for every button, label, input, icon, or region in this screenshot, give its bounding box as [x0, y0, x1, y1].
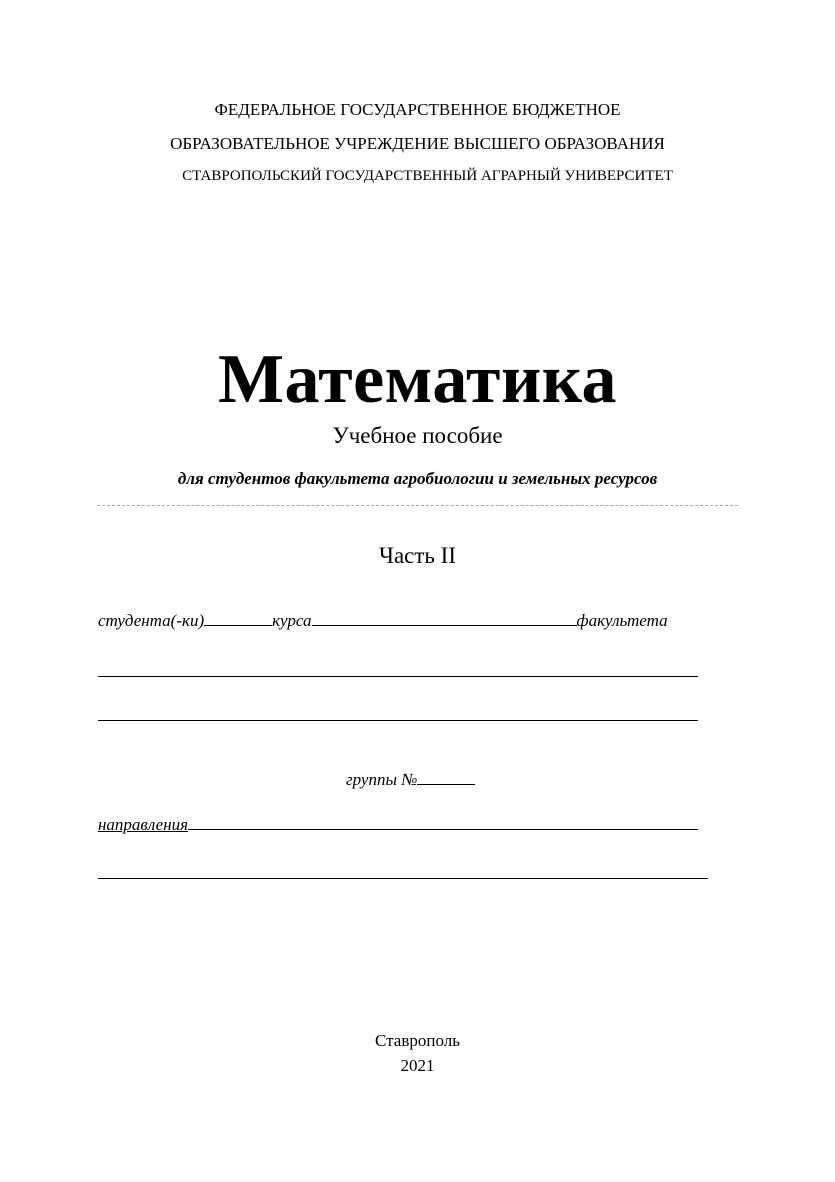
direction-line [98, 815, 698, 835]
dashed-divider [97, 505, 738, 506]
header-line-1: ФЕДЕРАЛЬНОЕ ГОСУДАРСТВЕННОЕ БЮДЖЕТНОЕ [214, 100, 621, 119]
course-label: курса [272, 611, 312, 630]
part-label: Часть II [379, 543, 456, 568]
direction-field[interactable] [188, 815, 698, 830]
student-label: студента(-ки) [98, 611, 205, 630]
blank-line-3[interactable] [98, 878, 708, 879]
document-subtitle: Учебное пособие [332, 423, 503, 448]
group-number-field[interactable] [417, 770, 475, 785]
city: Ставрополь [375, 1031, 460, 1050]
blank-line-1[interactable] [98, 676, 698, 677]
group-label: группы № [346, 770, 418, 789]
document-title: Математика [217, 341, 618, 418]
blank-line-2[interactable] [98, 720, 698, 721]
group-line [346, 770, 475, 790]
faculty-field[interactable] [312, 611, 577, 626]
student-course-faculty-line [98, 611, 668, 631]
header-line-2: ОБРАЗОВАТЕЛЬНОЕ УЧРЕЖДЕНИЕ ВЫСШЕГО ОБРАЗОВАНИЯ [170, 134, 665, 153]
direction-label: направления [98, 815, 189, 834]
header-line-3: СТАВРОПОЛЬСКИЙ ГОСУДАРСТВЕННЫЙ АГРАРНЫЙ УНИВЕРСИТЕТ [182, 168, 673, 184]
faculty-label: факультета [576, 611, 668, 630]
year: 2021 [400, 1056, 435, 1075]
audience-line: для студентов факультета агробиологии и земельных ресурсов [177, 469, 658, 488]
course-field[interactable] [204, 611, 272, 626]
